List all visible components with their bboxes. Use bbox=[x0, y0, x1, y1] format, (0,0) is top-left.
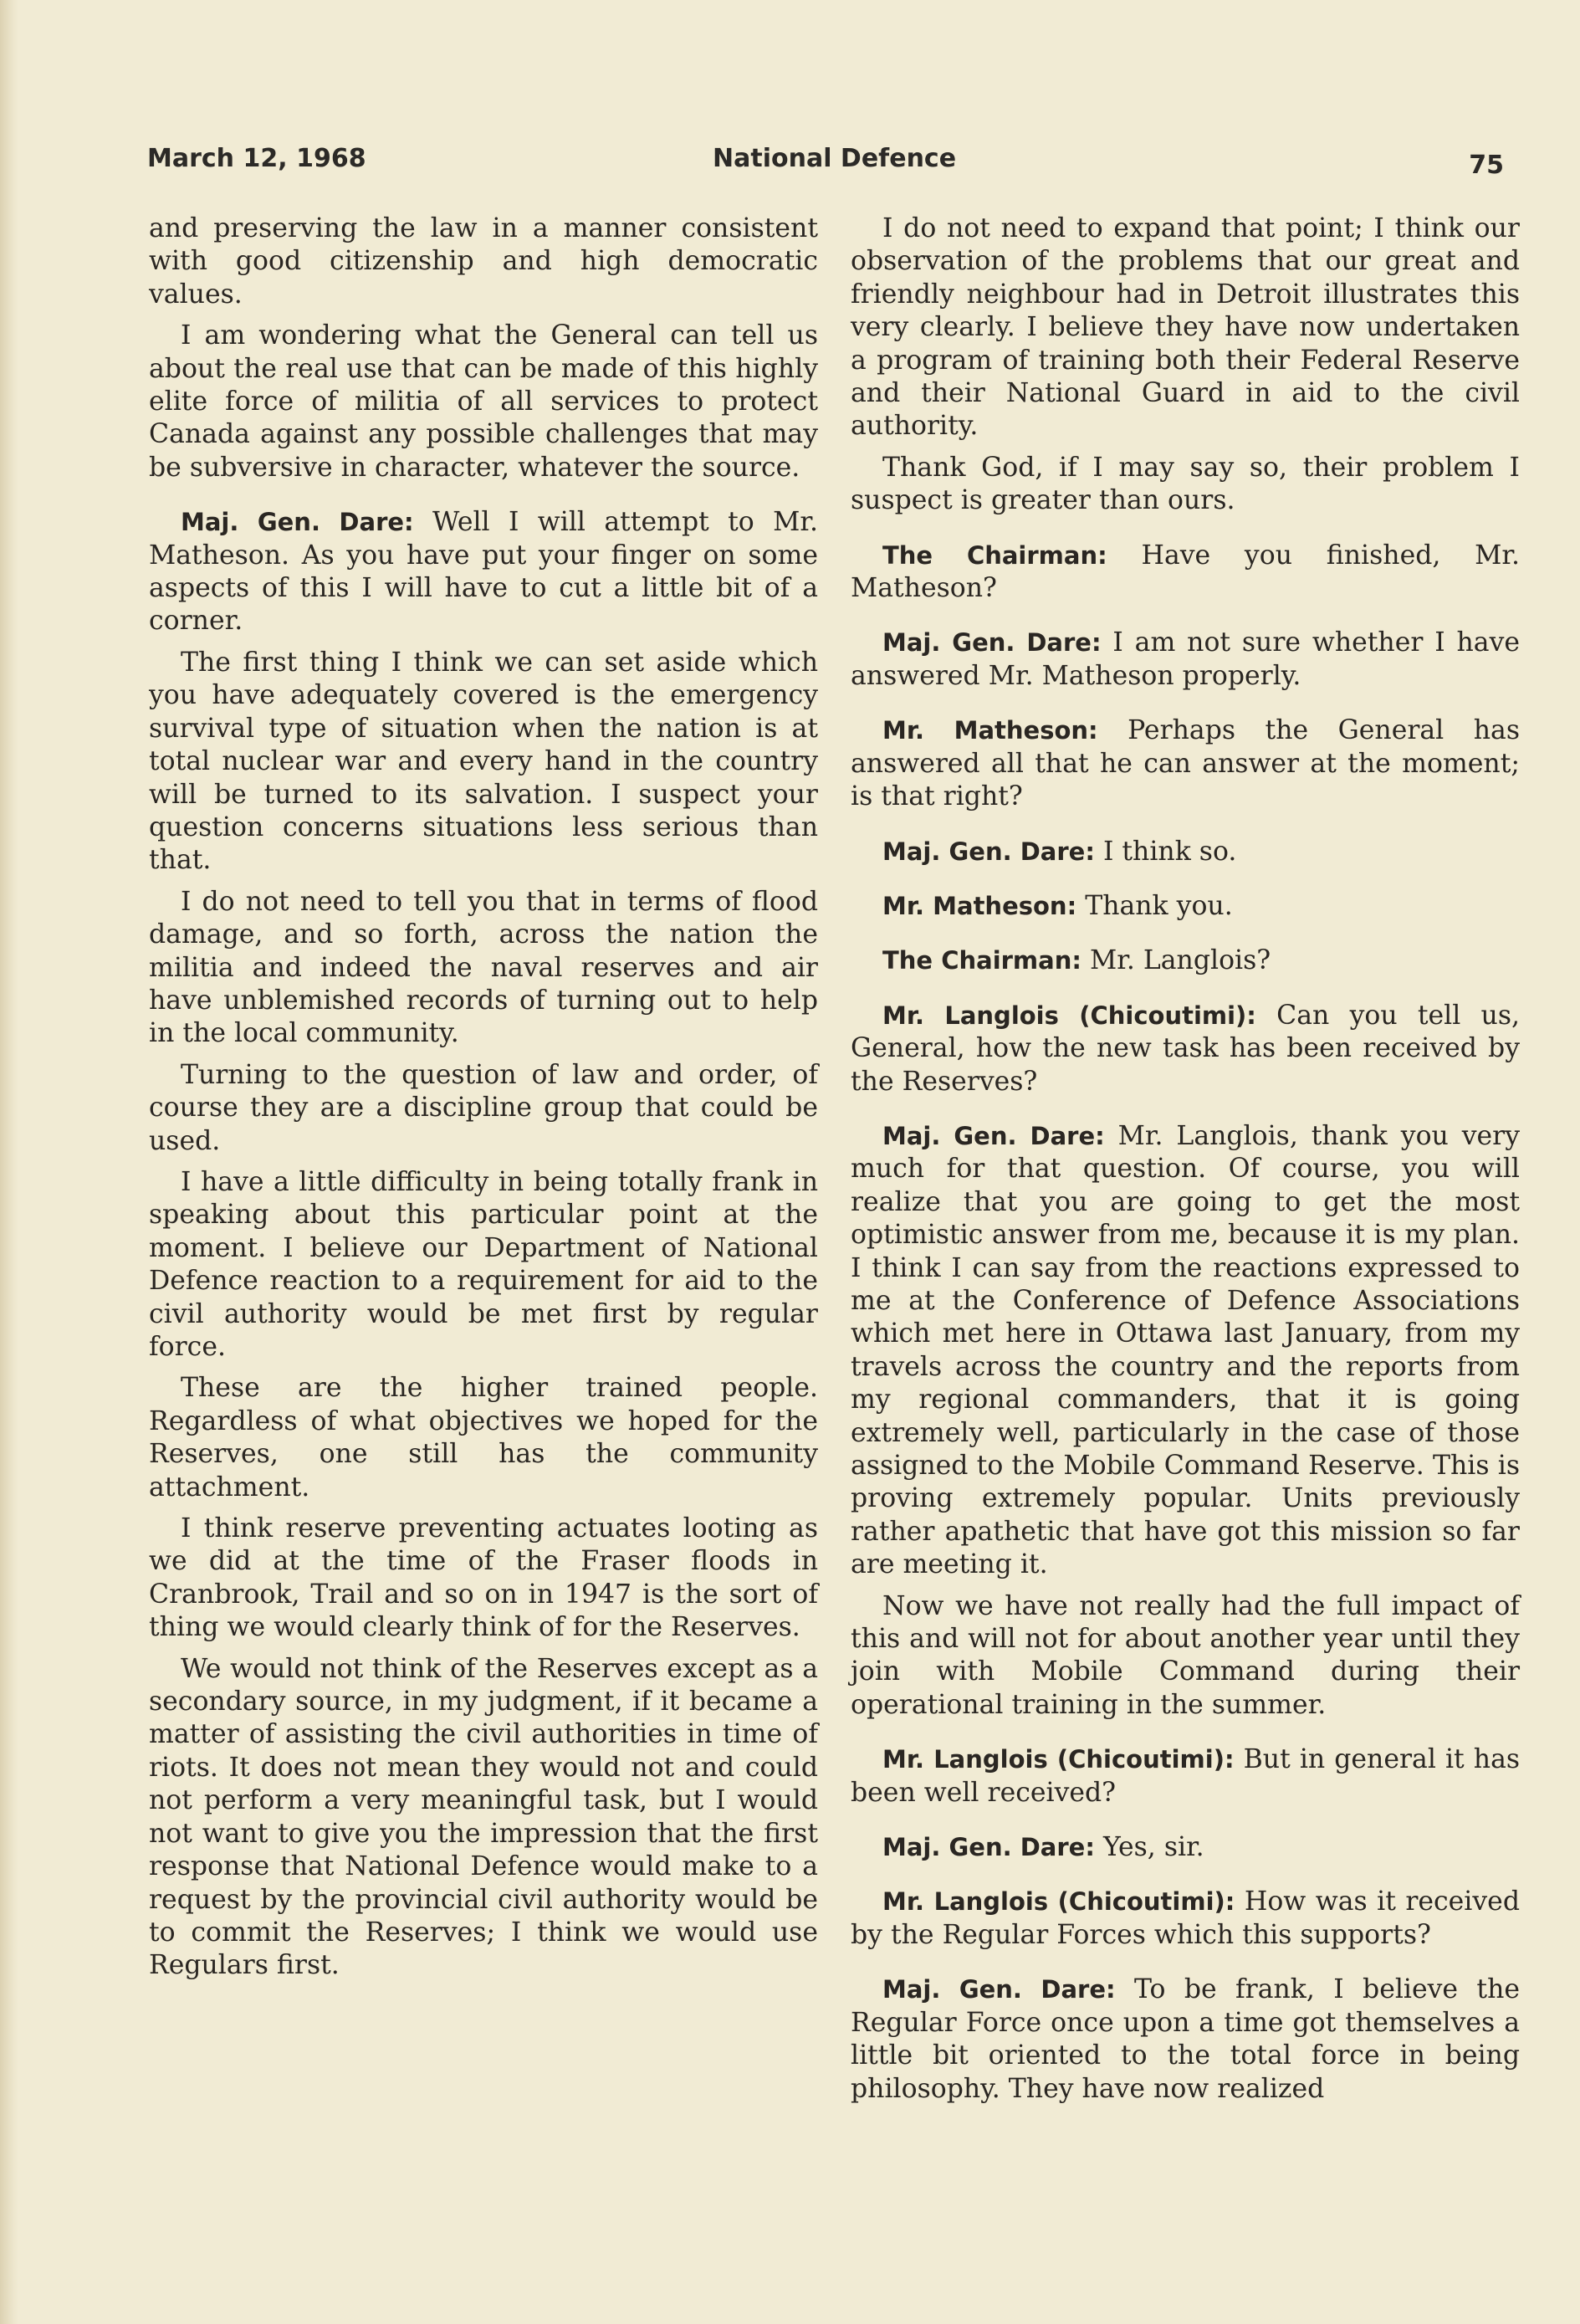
speaker-name: Maj. Gen. Dare: bbox=[882, 628, 1102, 658]
speech-paragraph bbox=[851, 836, 1520, 868]
paragraph bbox=[149, 886, 818, 1051]
paragraph-text: How was it received by the Regular Forces which this supports? bbox=[851, 1886, 1520, 1950]
paragraph bbox=[851, 212, 1520, 443]
speech-paragraph bbox=[851, 1743, 1520, 1810]
paragraph-text: and preserving the law in a manner consistent with good citizenship and high democratic values. bbox=[149, 213, 818, 310]
speaker-name: The Chairman: bbox=[882, 946, 1081, 975]
speaker-name: Maj. Gen. Dare: bbox=[882, 837, 1095, 866]
paragraph-text: The first thing I think we can set aside which you have adequately covered is the emergency survival type of situation when the nation is at total nuclear war and every hand in the country will be turned to its salvation. I suspect your question concerns situations less serious than that. bbox=[149, 647, 818, 876]
speech-paragraph bbox=[851, 890, 1520, 923]
speaker-name: Maj. Gen. Dare: bbox=[181, 508, 414, 537]
paragraph-text: Well I will attempt to Mr. Matheson. As you have put your finger on some aspects of this I will have to cut a little bit of a corner. bbox=[149, 507, 819, 637]
paragraph bbox=[149, 1059, 818, 1158]
paragraph-text: To be frank, I believe the Regular Force once upon a time got themselves a little bit oriented to the total force in being philosophy. They have now realized bbox=[851, 1974, 1521, 2104]
paragraph-text: Have you finished, Mr. Matheson? bbox=[851, 540, 1521, 604]
paragraph-text: Can you tell us, General, how the new task has been received by the Reserves? bbox=[851, 1000, 1521, 1097]
speech-paragraph bbox=[149, 506, 818, 638]
paragraph bbox=[149, 1653, 818, 1983]
paragraph-text: I do not need to expand that point; I think our observation of the problems that our great and friendly neighbour had in Detroit illustrates this very clearly. I believe they have now undertaken a program of training both their Federal Reserve and their National Guard in aid to the civil authority. bbox=[851, 213, 1520, 442]
paragraph bbox=[149, 1372, 818, 1504]
paragraph-text: I do not need to tell you that in terms of flood damage, and so forth, across the nation the militia and indeed the naval reserves and air have unblemished records of turning out to help in the local community. bbox=[149, 886, 818, 1049]
paragraph-text: Thank you. bbox=[1085, 890, 1233, 921]
page-binding-edge bbox=[0, 0, 18, 2324]
page-header bbox=[147, 144, 1504, 186]
speaker-name: The Chairman: bbox=[882, 540, 1107, 570]
header-title: National Defence bbox=[713, 144, 957, 173]
paragraph-text: I think so. bbox=[1102, 836, 1237, 867]
speech-paragraph bbox=[851, 714, 1520, 813]
paragraph-text: Thank God, if I may say so, their problem I suspect is greater than ours. bbox=[851, 452, 1520, 516]
paragraph-text: I think reserve preventing actuates looting as we did at the time of the Fraser floods in Cranbrook, Trail and so on in 1947 is the sort of thing we would clearly think of for the Reserves. bbox=[149, 1513, 818, 1643]
paragraph-text: Mr. Langlois, thank you very much for that question. Of course, you will realize that you are going to get the most optimistic answer from me, because it is my plan. I think I can say from the reactions expressed to me at the Conference of Defence Associations which met here in Ottawa last January, from my travels across the country and the reports from my regional commanders, that it is going extremely well, particularly in the case of those assigned to the Mobile Command Reserve. This is proving extremely popular. Units previously rather apathetic that have got this mission so far are meeting it. bbox=[851, 1120, 1521, 1580]
paragraph-text: I am wondering what the General can tell us about the real use that can be made of this highly elite force of militia of all services to protect Canada against any possible challenges that may be subversive in character, whatever the source. bbox=[149, 320, 818, 483]
speech-paragraph bbox=[851, 540, 1520, 606]
speaker-name: Mr. Langlois (Chicoutimi): bbox=[882, 1745, 1235, 1774]
paragraph bbox=[851, 452, 1520, 518]
paragraph-text: We would not think of the Reserves except as a secondary source, in my judgment, if it became a matter of assisting the civil authorities in time of riots. It does not mean they would not and could not perform a very meaningful task, but I would not want to give you the impression that the first response that National Defence would make to a request by the provincial civil authority would be to commit the Reserves; I think we would use Regulars first. bbox=[149, 1653, 818, 1981]
paragraph bbox=[149, 647, 818, 878]
speaker-name: Mr. Langlois (Chicoutimi): bbox=[882, 1001, 1256, 1030]
left-column bbox=[149, 212, 818, 1991]
paragraph-text: I am not sure whether I have answered Mr. Matheson properly. bbox=[851, 627, 1521, 691]
speech-paragraph bbox=[851, 1973, 1520, 2106]
paragraph bbox=[149, 212, 818, 311]
speaker-name: Mr. Matheson: bbox=[882, 716, 1098, 745]
paragraph-text: Yes, sir. bbox=[1102, 1832, 1204, 1863]
paragraph bbox=[851, 1590, 1520, 1723]
header-date: March 12, 1968 bbox=[147, 144, 366, 173]
paragraph bbox=[149, 320, 818, 484]
speech-paragraph bbox=[851, 1886, 1520, 1952]
speaker-name: Mr. Matheson: bbox=[882, 891, 1077, 920]
speech-paragraph bbox=[851, 1831, 1520, 1864]
paragraph-text: But in general it has been well received? bbox=[851, 1744, 1521, 1808]
speaker-name: Mr. Langlois (Chicoutimi): bbox=[882, 1887, 1235, 1917]
speech-paragraph bbox=[851, 1000, 1520, 1098]
paragraph-text: I have a little difficulty in being totally frank in speaking about this particular point at the moment. I believe our Department of National Defence reaction to a requirement for aid to the civil authority would be met first by regular force. bbox=[149, 1166, 818, 1362]
paragraph-text: Now we have not really had the full impact of this and will not for about another year until they join with Mobile Command during their operational training in the summer. bbox=[851, 1590, 1520, 1720]
paragraph-text: These are the higher trained people. Regardless of what objectives we hoped for the Reserves, one still has the community attachment. bbox=[149, 1373, 818, 1502]
speaker-name: Maj. Gen. Dare: bbox=[882, 1975, 1116, 2004]
speaker-name: Maj. Gen. Dare: bbox=[882, 1121, 1105, 1150]
speech-paragraph bbox=[851, 944, 1520, 977]
paragraph bbox=[149, 1513, 818, 1645]
page-number: 75 bbox=[1469, 151, 1504, 180]
paragraph-text: Turning to the question of law and order, of course they are a discipline group that could be used. bbox=[149, 1059, 818, 1156]
paragraph bbox=[149, 1166, 818, 1364]
speech-paragraph bbox=[851, 627, 1520, 693]
speaker-name: Maj. Gen. Dare: bbox=[882, 1833, 1095, 1862]
paragraph-text: Mr. Langlois? bbox=[1089, 945, 1271, 976]
speech-paragraph bbox=[851, 1120, 1520, 1582]
paragraph-text: Perhaps the General has answered all that he can answer at the moment; is that right? bbox=[851, 715, 1520, 812]
right-column bbox=[851, 212, 1520, 2114]
